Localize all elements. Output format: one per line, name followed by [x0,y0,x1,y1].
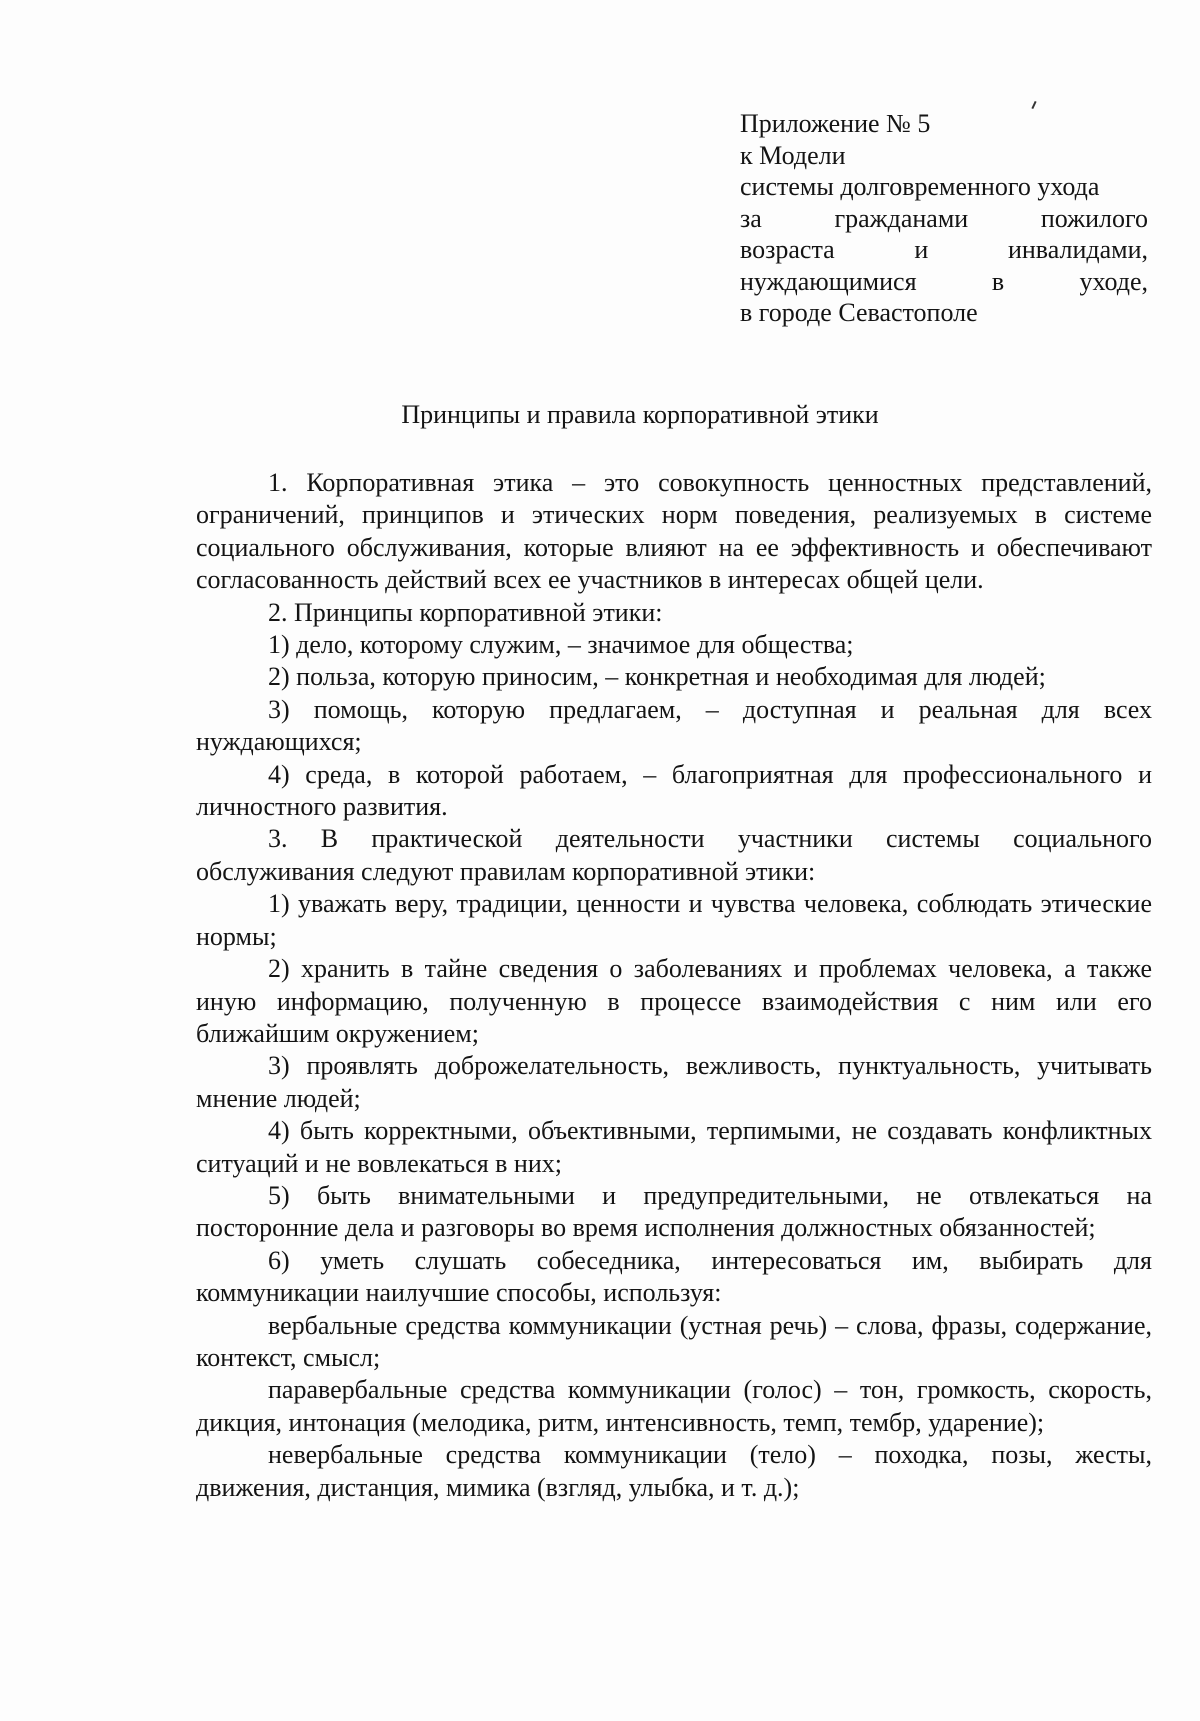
list-item: 5) быть внимательными и предупредительными, не отвлекаться на посторонние дела и разговоры во время исполнения должностных обязанностей; [196,1180,1152,1243]
list-item: 2) хранить в тайне сведения о заболеваниях и проблемах человека, а также иную информацию, полученную в процессе взаимодействия с ним или его ближайшим окружением; [196,954,1152,1048]
appendix-line: к Модели [740,140,846,170]
list-item: 4) быть корректными, объективными, терпимыми, не создавать конфликтных ситуаций и не вовлекаться в них; [196,1116,1152,1178]
sub-item: паравербальные средства коммуникации (голос) – тон, громкость, скорость, дикция, интонация (мелодика, ритм, интенсивность, темп, тембр, ударение); [196,1375,1152,1437]
sub-item: вербальные средства коммуникации (устная речь) – слова, фразы, содержание, контекст, смысл; [196,1310,1152,1372]
list-item: 4) среда, в которой работаем, – благоприятная для профессионального и личностного развития. [196,759,1152,822]
appendix-line: в городе Севастополе [740,298,978,327]
appendix-line: возраста и инвалидами, [740,235,1148,264]
list-item: 2) польза, которую приносим, – конкретная и необходимая для людей; [268,662,1046,692]
list-item: 3) проявлять доброжелательность, вежливость, пунктуальность, учитывать мнение людей; [196,1051,1152,1113]
sub-item: невербальные средства коммуникации (тело) – походка, позы, жесты, движения, дистанция, мимика (взгляд, улыбка, и т. д.); [196,1440,1152,1502]
paragraph: 1. Корпоративная этика – это совокупность ценностных представлений, ограничений, принципов и этических норм поведения, реализуемых в системе социального обслуживания, которые влияют на ее эффективность и обеспечивают согласованность действий всех ее участников в интересах общей цели. [196,468,1152,595]
list-item: 3) помощь, которую предлагаем, – доступная и реальная для всех нуждающихся; [196,694,1152,757]
paragraph: 2. Принципы корпоративной этики: [268,597,663,627]
appendix-line: нуждающимися в уходе, [740,266,1148,296]
appendix-header [740,108,1148,329]
document-body [196,467,1152,1504]
list-item: 1) уважать веру, традиции, ценности и чувства человека, соблюдать этические нормы; [196,889,1152,951]
list-item: 6) уметь слушать собеседника, интересоваться им, выбирать для коммуникации наилучшие способы, используя: [196,1245,1152,1308]
appendix-line: Приложение № 5 [740,109,931,138]
list-item: 1) дело, которому служим, – значимое для общества; [268,630,854,660]
appendix-line: за гражданами пожилого [740,203,1148,233]
paragraph: 3. В практической деятельности участники системы социального обслуживания следуют правилам корпоративной этики: [196,824,1152,886]
appendix-line: системы долговременного ухода [740,172,1100,201]
document-title: Принципы и правила корпоративной этики [401,400,879,429]
